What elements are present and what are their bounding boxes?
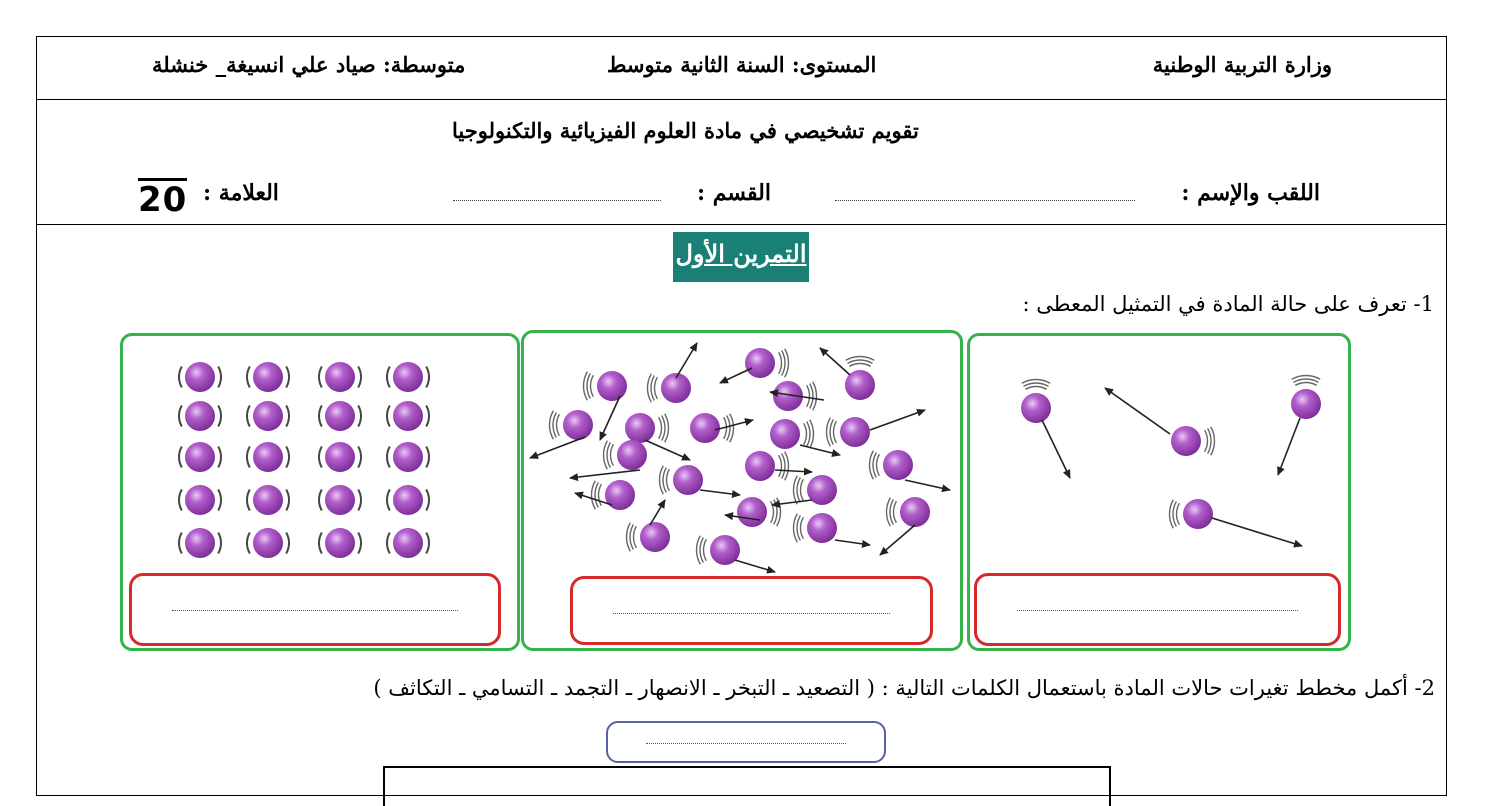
particle: [185, 401, 215, 431]
particle: [900, 497, 930, 527]
particle: [840, 417, 870, 447]
particle: [393, 362, 423, 392]
grade-label: العلامة :: [203, 180, 279, 206]
motion-arrow: [645, 440, 690, 460]
name-label: اللقب والإسم :: [1181, 180, 1320, 206]
school-label: متوسطة: صياد علي انسيغة_ خنشلة: [152, 52, 466, 77]
class-label: القسم :: [697, 180, 771, 206]
answer-box-liquid[interactable]: [570, 576, 933, 645]
motion-arrow: [880, 525, 915, 555]
particle: [393, 528, 423, 558]
answer-box-gas[interactable]: [974, 573, 1341, 646]
particle: [605, 480, 635, 510]
particle: [185, 528, 215, 558]
particle: [253, 442, 283, 472]
particle: [625, 413, 655, 443]
particle: [640, 522, 670, 552]
motion-arrow: [600, 396, 620, 440]
motion-arrow: [650, 500, 665, 525]
particle: [185, 485, 215, 515]
grade-total: 20: [138, 180, 188, 220]
particle: [807, 513, 837, 543]
exercise-title: التمرين الأول: [673, 232, 809, 282]
motion-arrow: [720, 368, 752, 383]
particle: [325, 528, 355, 558]
particle: [253, 528, 283, 558]
particle: [325, 401, 355, 431]
motion-arrow: [1212, 518, 1302, 546]
particle: [393, 401, 423, 431]
motion-arrow: [905, 480, 950, 490]
level-label: المستوى: السنة الثانية متوسط: [607, 52, 877, 77]
particle: [185, 442, 215, 472]
question-1: 1- تعرف على حالة المادة في التمثيل المعطى :: [1022, 292, 1434, 316]
motion-arrow: [676, 343, 697, 378]
motion-arrow: [800, 445, 840, 455]
motion-arrow: [1278, 418, 1300, 475]
particle: [325, 485, 355, 515]
particle: [253, 362, 283, 392]
particle: [673, 465, 703, 495]
liquid-particles: [530, 343, 950, 572]
particle: [883, 450, 913, 480]
motion-arrow: [570, 470, 640, 478]
particle: [617, 440, 647, 470]
particle: [737, 497, 767, 527]
particle: [393, 442, 423, 472]
particle: [745, 348, 775, 378]
motion-arrow: [1105, 388, 1170, 434]
motion-arrow: [530, 437, 585, 458]
particle: [325, 362, 355, 392]
question-2: 2- أكمل مخطط تغيرات حالات المادة باستعمال الكلمات التالية : ( التصعيد ـ التبخر ـ الانصهار ـ التجمد ـ التسامي ـ التكاثف ): [373, 676, 1435, 700]
motion-arrow: [870, 410, 925, 430]
particle: [253, 485, 283, 515]
particle: [325, 442, 355, 472]
particle: [1171, 426, 1201, 456]
motion-arrow: [1042, 420, 1070, 478]
page-title: تقويم تشخيصي في مادة العلوم الفيزيائية والتكنولوجيا: [452, 118, 919, 143]
particle: [1291, 389, 1321, 419]
solid-particles: [179, 362, 429, 558]
motion-arrow: [835, 540, 870, 545]
particle: [770, 419, 800, 449]
particle: [1021, 393, 1051, 423]
ministry-label: وزارة التربية الوطنية: [1152, 52, 1332, 77]
particle: [1183, 499, 1213, 529]
diagram-answer-box[interactable]: [606, 721, 886, 763]
gas-particles: [1021, 376, 1321, 547]
answer-box-solid[interactable]: [129, 573, 501, 646]
particle: [393, 485, 423, 515]
state-change-diagram: [383, 766, 1111, 806]
particle: [597, 371, 627, 401]
particle: [185, 362, 215, 392]
particle: [253, 401, 283, 431]
motion-arrow: [700, 490, 740, 495]
motion-arrow: [820, 348, 850, 375]
particle: [563, 410, 593, 440]
particle: [690, 413, 720, 443]
motion-arrow: [735, 560, 775, 572]
particle: [745, 451, 775, 481]
